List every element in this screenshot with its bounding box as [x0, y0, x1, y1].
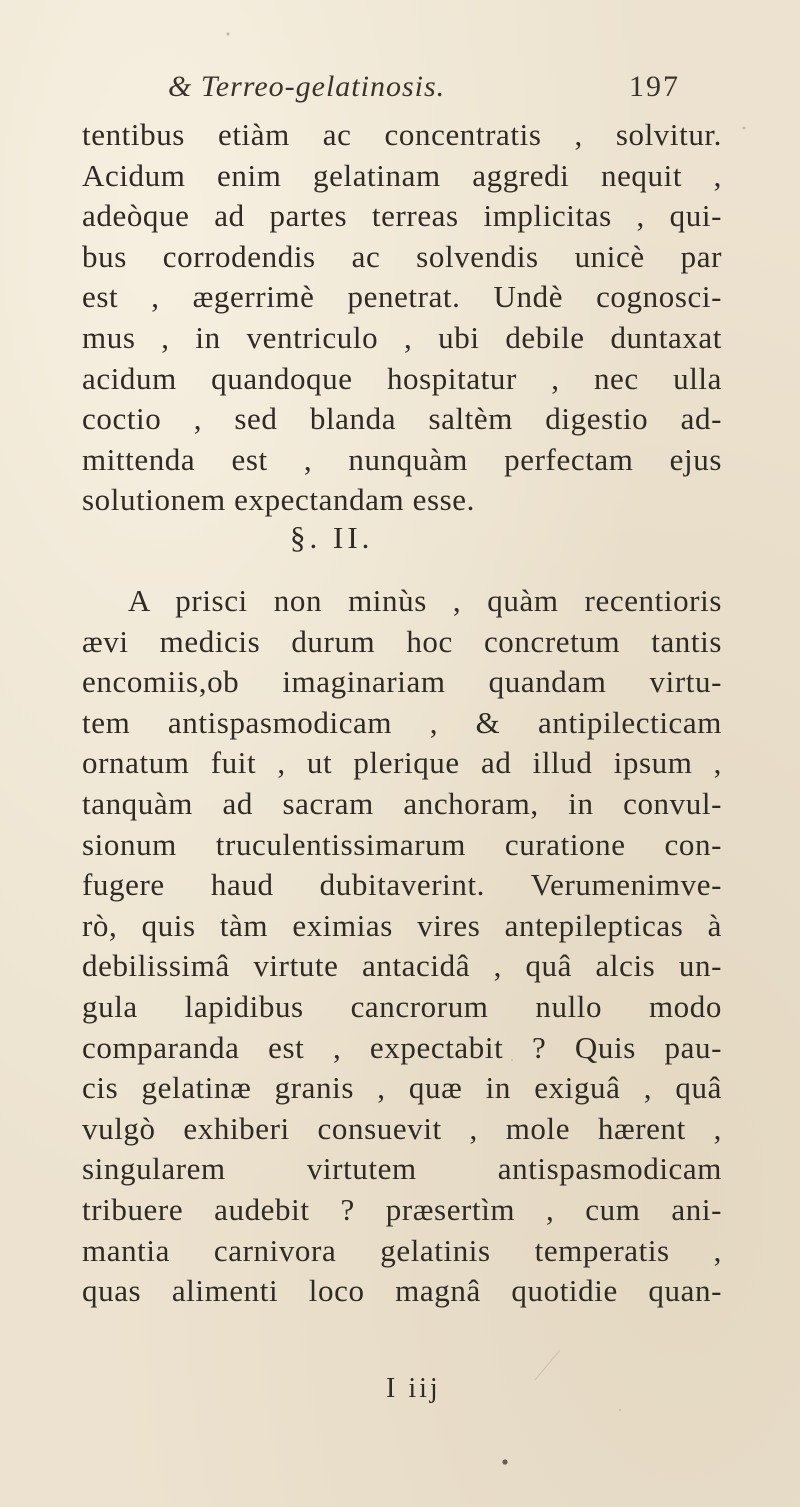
text-line: acidum quandoque hospitatur , nec ulla: [82, 360, 722, 396]
text-line: coctio , sed blanda saltèm digestio ad-: [82, 401, 722, 437]
text-line: adeòque ad partes terreas implicitas , qui-: [82, 198, 722, 234]
text-line: ævi medicis durum hoc concretum tantis: [82, 623, 722, 659]
running-title: & Terreo-gelatinosis.: [168, 70, 446, 103]
text-line: tem antispasmodicam , & antipilecticam: [82, 704, 722, 740]
running-head: [160, 70, 700, 110]
text-line: ornatum fuit , ut plerique ad illud ipsum ,: [82, 745, 722, 781]
text-line: mantia carnivora gelatinis temperatis ,: [82, 1232, 722, 1268]
text-line: debilissimâ virtute antacidâ , quâ alcis un-: [82, 948, 722, 984]
text-line: fugere haud dubitaverint. Verumenimve-: [82, 867, 722, 903]
text-line: comparanda est , expectabit ? Quis pau-: [82, 1029, 722, 1065]
text-line: Acidum enim gelatinam aggredi nequit ,: [82, 157, 722, 193]
text-line: sionum truculentissimarum curatione con-: [82, 826, 722, 862]
text-line: est , ægerrimè penetrat. Undè cognosci-: [82, 279, 722, 315]
text-line: cis gelatinæ granis , quæ in exiguâ , quâ: [82, 1070, 722, 1106]
signature-mark: I iij: [386, 1373, 441, 1404]
section-heading: §. II.: [290, 520, 374, 555]
text-line: bus corrodendis ac solvendis unicè par: [82, 238, 722, 274]
text-line: mittenda est , nunquàm perfectam ejus: [82, 441, 722, 477]
text-line: tentibus etiàm ac concentratis , solvitur.: [82, 117, 722, 152]
text-line: vulgò exhiberi consuevit , mole hærent ,: [82, 1110, 722, 1146]
text-line-last: solutionem expectandam esse.: [82, 482, 475, 518]
text-line-indented: A prisci non minùs , quàm recentioris: [128, 583, 722, 618]
page-number: 197: [629, 70, 680, 103]
text-line: tanquàm ad sacram anchoram, in convul-: [82, 785, 722, 821]
text-line: encomiis,ob imaginariam quandam virtu-: [82, 664, 722, 700]
text-line: rò, quis tàm eximias vires antepilepticas à: [82, 907, 722, 943]
text-line: tribuere audebit ? præsertìm , cum ani-: [82, 1191, 722, 1227]
text-line: singularem virtutem antispasmodicam: [82, 1151, 722, 1187]
paragraph-2: [82, 581, 722, 1312]
text-line: gula lapidibus cancrorum nullo modo: [82, 988, 722, 1024]
text-line: mus , in ventriculo , ubi debile duntaxat: [82, 319, 722, 355]
text-line: quas alimenti loco magnâ quotidie quan-: [82, 1273, 722, 1309]
paragraph-1: [82, 115, 722, 521]
